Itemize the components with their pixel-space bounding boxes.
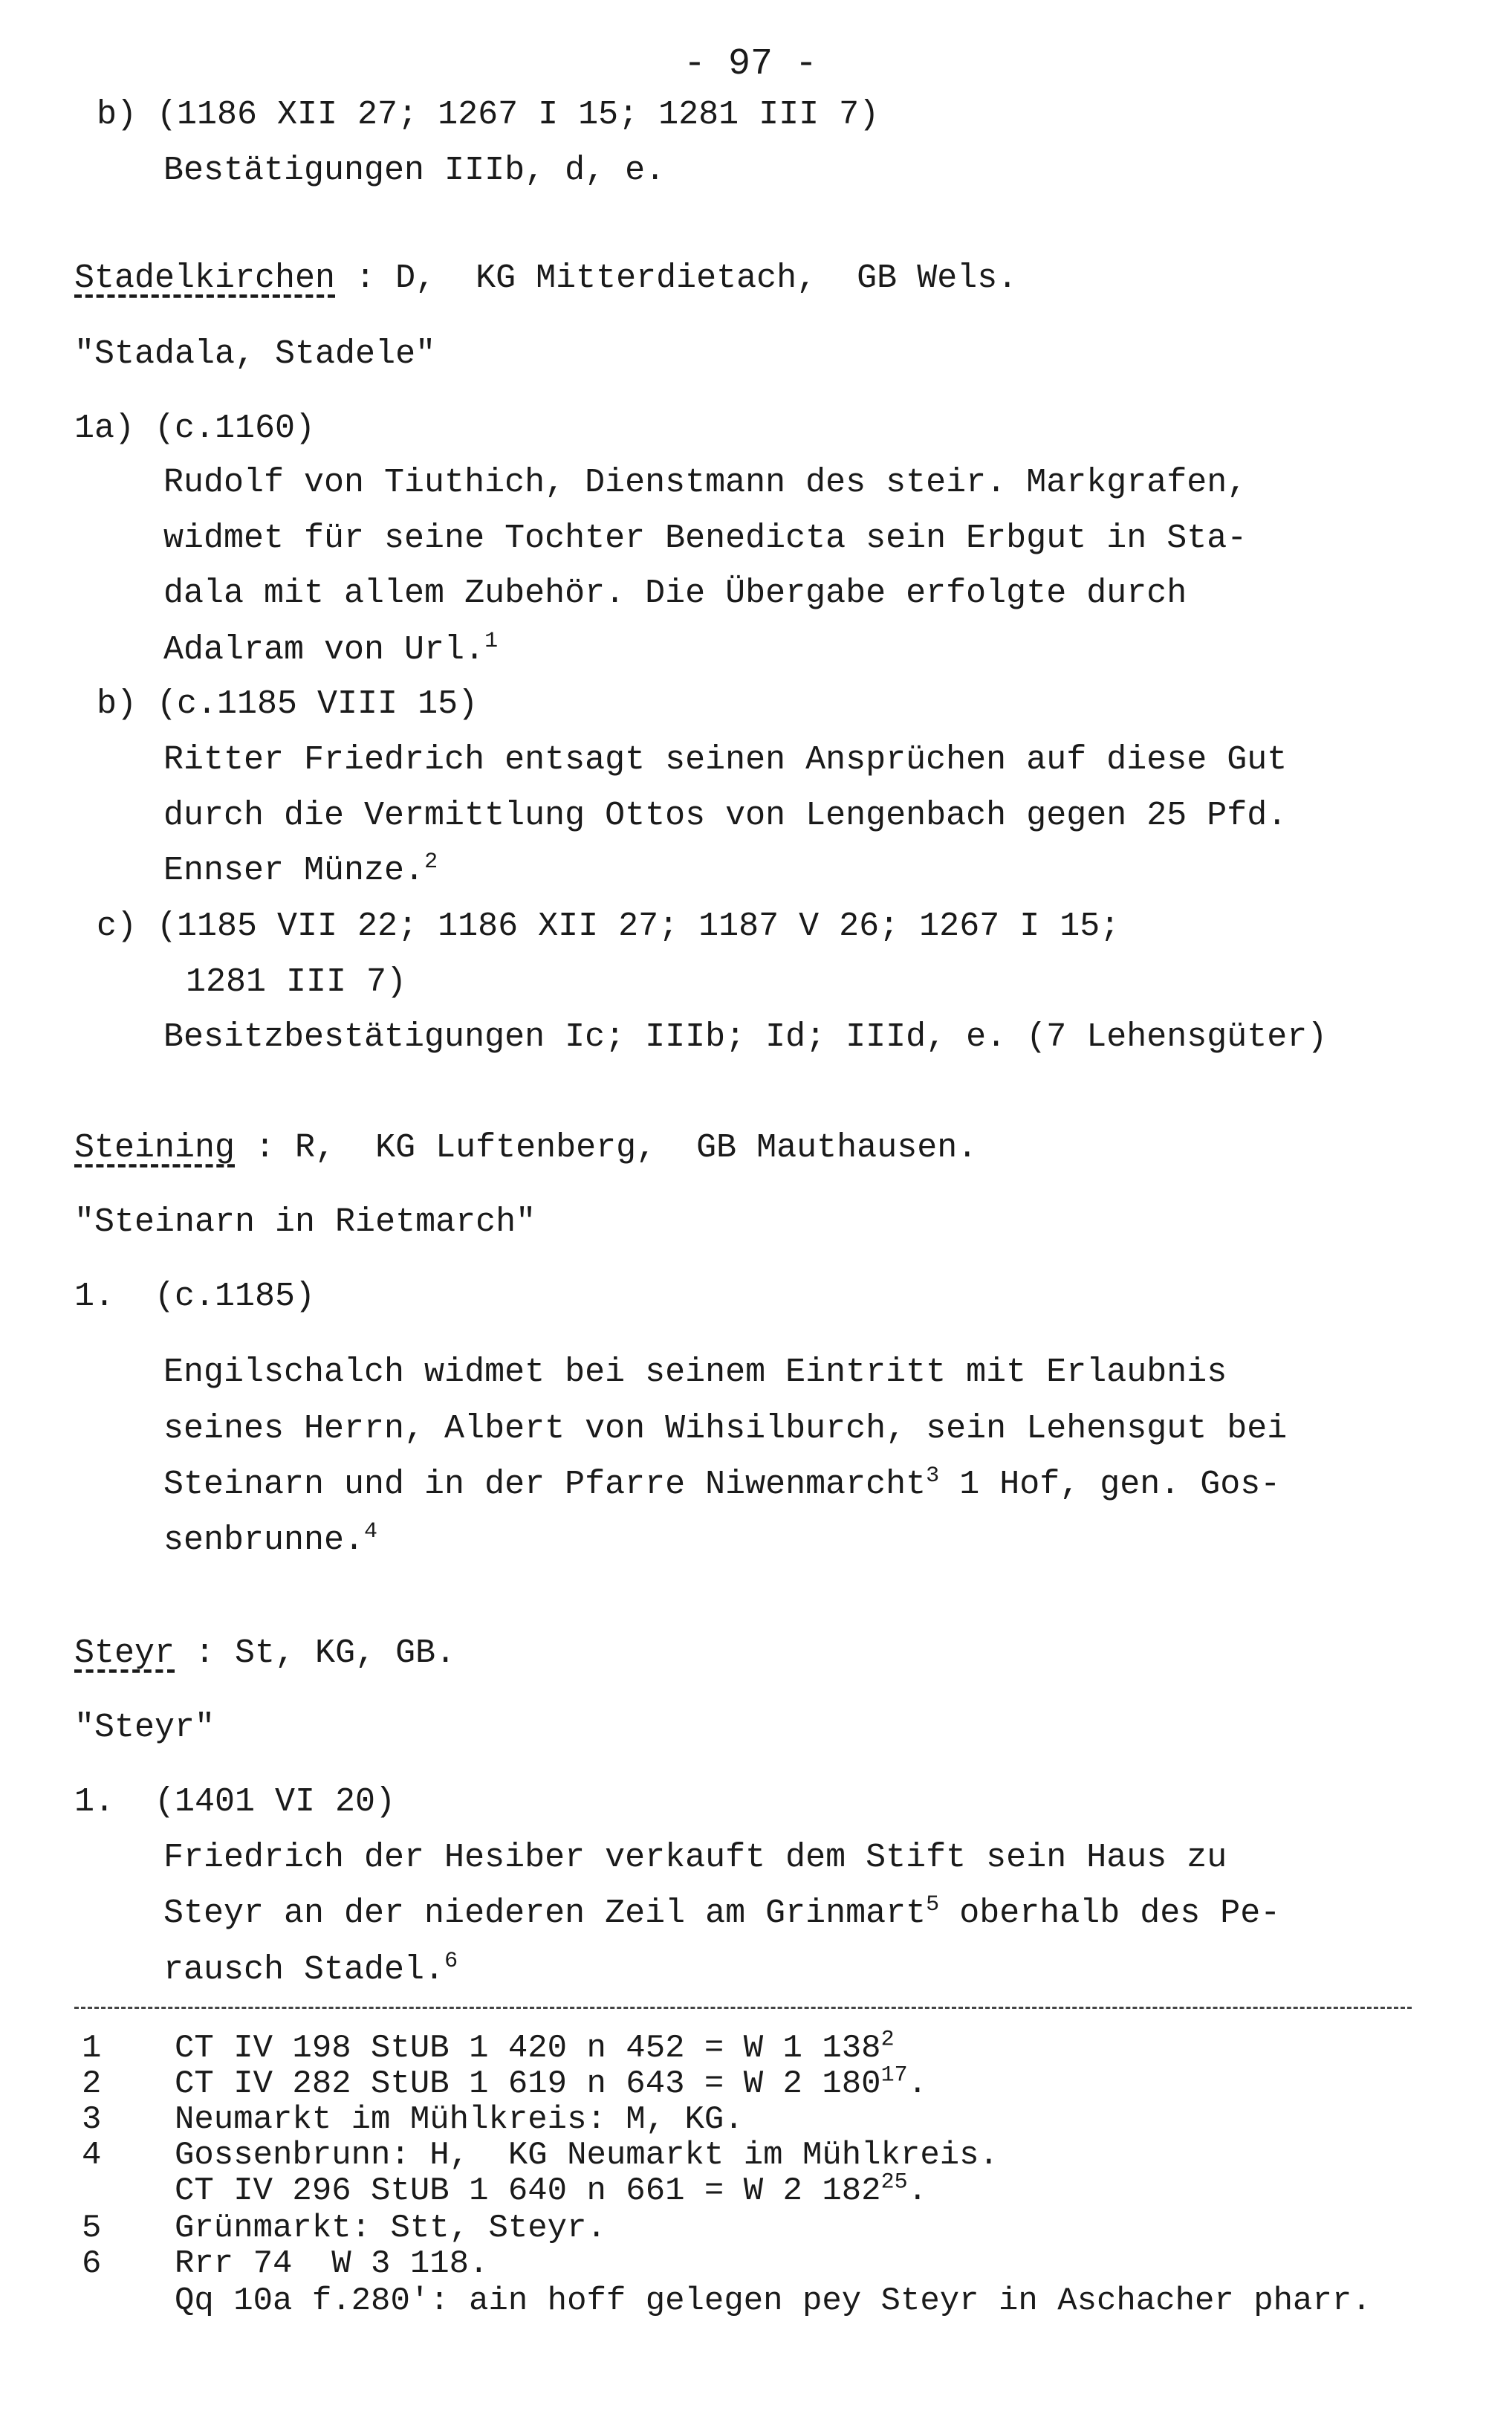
text-line: c) (1185 VII 22; 1186 XII 27; 1187 V 26; 1267 I 15; bbox=[97, 907, 1120, 945]
footnote-number: 3 bbox=[82, 2101, 102, 2138]
text-line: Steyr an der niederen Zeil am Grinmart$^5$ oberhalb des Pe- bbox=[163, 1892, 1281, 1932]
text-line: "Steinarn in Rietmarch" bbox=[74, 1203, 536, 1241]
entry-name: Stadelkirchen bbox=[74, 259, 336, 297]
text-line: senbrunne.$^4$ bbox=[163, 1519, 378, 1559]
text-line: Steinarn und in der Pfarre Niwenmarcht$^3$ 1 Hof, gen. Gos- bbox=[163, 1463, 1281, 1504]
text-line: Ennser Münze.$^2$ bbox=[163, 849, 438, 890]
text-line: rausch Stadel.$^6$ bbox=[163, 1949, 458, 1989]
footnote-text: Qq 10a f.280': ain hoff gelegen pey Steyr in Aschacher pharr. bbox=[175, 2282, 1372, 2320]
footnote-text: CT IV 198 StUB 1 420 n 452 = W 1 $138^2$ bbox=[175, 2027, 895, 2067]
footnote-text: Neumarkt im Mühlkreis: M, KG. bbox=[175, 2101, 744, 2138]
footnote-ref: 17 bbox=[880, 2062, 908, 2088]
footnote-number: 6 bbox=[82, 2245, 102, 2282]
footnote-ref: 2 bbox=[424, 849, 438, 875]
text-line: widmet für seine Tochter Benedicta sein Erbgut in Sta- bbox=[163, 520, 1247, 557]
text-line: b) (c.1185 VIII 15) bbox=[97, 685, 478, 723]
text-line: Rudolf von Tiuthich, Dienstmann des steir. Markgrafen, bbox=[163, 464, 1247, 502]
footnote-text: Gossenbrunn: H, KG Neumarkt im Mühlkreis. bbox=[175, 2137, 999, 2174]
footnote-text: Rrr 74 W 3 118. bbox=[175, 2245, 489, 2282]
footnote-number: 5 bbox=[82, 2210, 102, 2247]
footnote-ref: 4 bbox=[364, 1519, 378, 1544]
footnote-ref: 5 bbox=[926, 1892, 940, 1918]
footnote-text: CT IV 296 StUB 1 640 n 661 = W 2 $182^{25}$. bbox=[175, 2169, 927, 2210]
footnote-ref: 25 bbox=[880, 2169, 908, 2195]
entry-name: Steining bbox=[74, 1129, 236, 1167]
text-line: Besitzbestätigungen Ic; IIIb; Id; IIId, e. (7 Lehensgüter) bbox=[163, 1018, 1328, 1056]
entry-heading: Steyr : St, KG, GB. bbox=[74, 1634, 456, 1672]
text-line: "Steyr" bbox=[74, 1709, 215, 1747]
text-line: seines Herrn, Albert von Wihsilburch, sein Lehensgut bei bbox=[163, 1410, 1288, 1448]
entry-heading: Stadelkirchen : D, KG Mitterdietach, GB Wels. bbox=[74, 259, 1018, 297]
text-line: Friedrich der Hesiber verkauft dem Stift sein Haus zu bbox=[163, 1839, 1227, 1877]
footnote-text: CT IV 282 StUB 1 619 n 643 = W 2 $180^{17}$. bbox=[175, 2062, 927, 2103]
entry-heading: Steining : R, KG Luftenberg, GB Mauthausen. bbox=[74, 1129, 978, 1167]
text-line: Ritter Friedrich entsagt seinen Ansprüchen auf diese Gut bbox=[163, 741, 1288, 779]
footnote-number: 1 bbox=[82, 2030, 102, 2067]
text-line: 1281 III 7) bbox=[186, 963, 407, 1001]
text-line: Adalram von Url.$^1$ bbox=[163, 629, 499, 669]
text-line: durch die Vermittlung Ottos von Lengenbach gegen 25 Pfd. bbox=[163, 797, 1288, 835]
footnote-ref: 3 bbox=[926, 1463, 940, 1489]
text-line: 1. (c.1185) bbox=[74, 1278, 316, 1315]
text-line: "Stadala, Stadele" bbox=[74, 335, 436, 373]
text-line: 1a) (c.1160) bbox=[74, 410, 316, 447]
entry-name: Steyr bbox=[74, 1634, 175, 1672]
footnote-ref: 2 bbox=[880, 2027, 895, 2053]
text-line: Engilschalch widmet bei seinem Eintritt mit Erlaubnis bbox=[163, 1353, 1227, 1391]
footnote-separator bbox=[74, 2007, 1412, 2009]
page-number: - 97 - bbox=[684, 43, 818, 85]
footnote-text: Grünmarkt: Stt, Steyr. bbox=[175, 2210, 606, 2247]
footnote-number: 4 bbox=[82, 2137, 102, 2174]
footnote-number: 2 bbox=[82, 2065, 102, 2103]
footnote-ref: 1 bbox=[484, 629, 499, 654]
footnote-ref: 6 bbox=[444, 1949, 458, 1974]
text-line: b) (1186 XII 27; 1267 I 15; 1281 III 7) bbox=[97, 96, 880, 134]
text-line: Bestätigungen IIIb, d, e. bbox=[163, 152, 666, 190]
text-line: 1. (1401 VI 20) bbox=[74, 1783, 396, 1821]
text-line: dala mit allem Zubehör. Die Übergabe erfolgte durch bbox=[163, 575, 1187, 612]
